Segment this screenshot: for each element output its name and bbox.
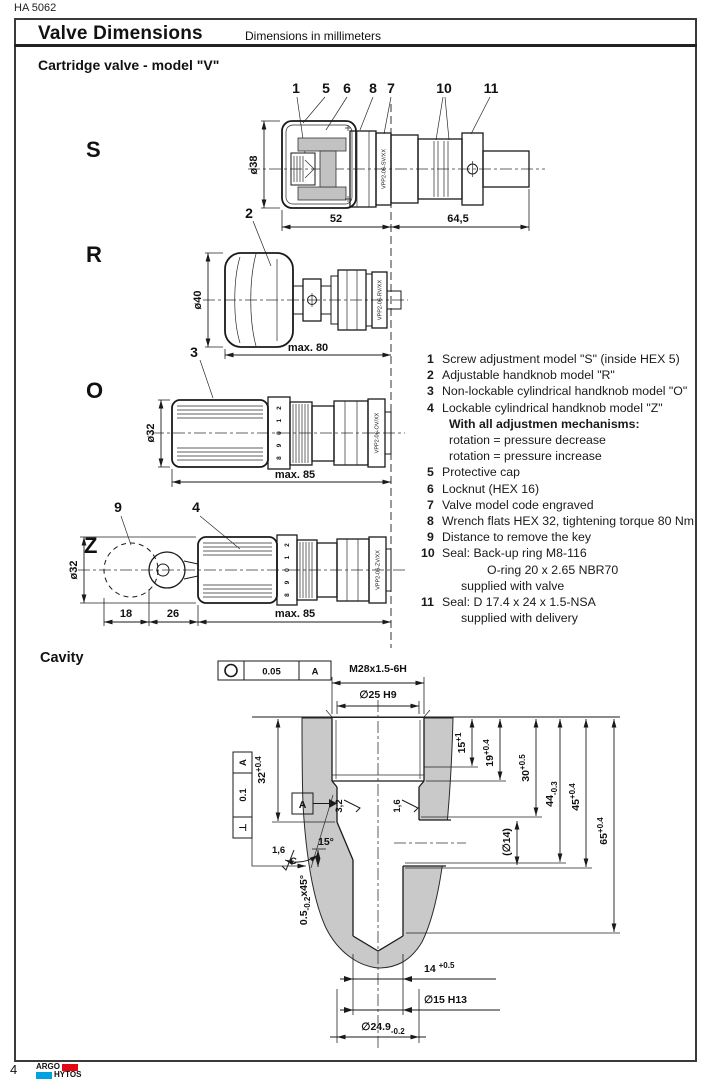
legend-row [420,497,698,513]
dim-angle: 15° [318,836,334,848]
callout-9: 9 [114,499,122,515]
svg-text:0.1: 0.1 [238,788,249,802]
engraving-z: VPP2-06-ZV/XX [375,550,382,590]
title-rule [14,44,697,47]
svg-text:max. 80: max. 80 [287,342,329,354]
svg-text:52: 52 [329,213,343,225]
view-s-label: S [86,137,101,162]
legend-number: 1 [427,352,434,366]
dim-45: $45^{+0.4}$ [568,783,582,811]
scale-digit: 1 [284,555,291,560]
callout-6: 6 [343,80,351,96]
fcf-tolerance: 0.05 [262,666,281,678]
scale-digit: 1 [276,418,283,423]
legend-row: rotation = pressure decrease [449,433,606,448]
bore-label: ∅25 H9 [359,689,397,701]
scale-digit: 8 [284,593,291,597]
engraving-s: VPP2-06-SV/XX [381,148,388,190]
dim-249: $\emptyset 24.9_{-0.2}$ [361,1021,405,1036]
svg-text:64,5: 64,5 [447,213,469,225]
callout-5: 5 [322,80,330,96]
callout-1: 1 [292,80,300,96]
legend-row [420,545,698,561]
scale-digit: 9 [276,443,283,448]
logo-argo-text: ARGO [36,1062,60,1071]
logo-hytos-text: HYTOS [54,1070,82,1079]
view-o-label: O [86,378,104,403]
legend-text: Lockable cylindrical handknob model "Z" [442,400,663,415]
legend-row [420,464,698,480]
legend-number: 6 [427,481,434,496]
legend-row: supplied with valve [461,578,565,593]
legend-row: supplied with delivery [461,611,578,626]
view-r-label: R [86,242,102,267]
callout-8: 8 [369,80,377,96]
legend-text: Locknut (HEX 16) [442,481,540,496]
legend-number: 5 [427,465,434,480]
legend-row: O-ring 20 x 2.65 NBR70 [487,562,619,577]
svg-text:ø32: ø32 [145,423,157,443]
scale-digit: 0 [284,568,291,572]
legend-number: 8 [427,514,434,529]
svg-text:max. 85: max. 85 [274,469,316,481]
dim-15: $15^{+1}$ [454,732,468,754]
legend-number: 10 [421,546,435,561]
legend-text: Wrench flats HEX 32, tightening torque 80 Nm [442,514,694,529]
scale-digit: 8 [276,456,283,460]
page-title: Valve Dimensions [38,23,203,44]
footer-page-number: 4 [10,1062,18,1077]
svg-text:C: C [290,856,297,867]
callout-2: 2 [245,205,253,221]
scale-digit: 9 [284,580,291,585]
legend-number: 4 [427,400,434,415]
legend-text: Protective cap [442,465,520,480]
doc-code: HA 5062 [14,2,57,14]
legend-row: rotation = pressure increase [449,449,602,464]
legend-row [420,351,698,367]
legend-list [420,351,698,626]
callout-7: 7 [387,80,395,96]
legend-row [420,513,698,529]
svg-text:ø32: ø32 [68,560,80,580]
dim-65: $65^{+0.4}$ [596,817,610,845]
dim-44: $44_{-0.3}$ [544,781,559,807]
dim-30: $30^{+0.5}$ [518,754,532,782]
legend-text: Adjustable handknob model "R" [442,368,615,383]
engraving-o: VPP2-06-OV/XX [374,412,381,454]
legend-row [420,529,698,545]
dim-32: $32^{+0.4}$ [254,756,268,784]
legend-row [420,367,698,383]
callout-4: 4 [192,499,200,515]
scale-digit: 2 [276,406,283,410]
perpendicularity-icon: ⊥ [238,823,249,832]
section-title-cartridge: Cartridge valve - model "V" [38,57,220,73]
svg-text:A: A [238,759,249,766]
dim-14-paren: (∅14) [501,828,513,856]
svg-text:A: A [298,799,307,811]
svg-text:ø38: ø38 [248,155,260,175]
legend-text: Seal: D 17.4 x 24 x 1.5-NSA [442,595,596,610]
engraving-r: VPP2-06-RV/XX [377,279,384,321]
legend-text: Distance to remove the key [442,530,591,545]
section-title-cavity: Cavity [40,650,84,666]
legend-row [420,383,698,399]
svg-text:1,6: 1,6 [392,799,403,813]
dim-19: $19^{+0.4}$ [482,739,496,767]
fcf-datum: A [311,666,319,678]
svg-text:1,6: 1,6 [272,845,286,856]
legend-text: Non-lockable cylindrical handknob model "O" [442,384,688,399]
legend-number: 9 [427,530,434,545]
dim-14: 14 $^{+0.5}$ [424,961,455,975]
callout-10: 10 [436,80,452,96]
legend-row: With all adjustmen mechanisms: [449,416,640,431]
legend-number: 11 [421,595,434,610]
svg-text:max. 85: max. 85 [274,608,316,620]
legend-number: 7 [427,497,434,512]
page-subtitle: Dimensions in millimeters [245,29,382,43]
legend-row [420,400,698,416]
legend-text: Valve model code engraved [442,497,594,512]
thread-label: M28x1.5-6H [349,663,407,675]
svg-text:3,2: 3,2 [334,799,345,813]
logo-cyan-block [36,1072,52,1079]
callout-3: 3 [190,344,198,360]
scale-digit: 0 [276,431,283,435]
legend-number: 2 [427,368,434,383]
svg-text:18: 18 [119,608,133,620]
argo-hytos-logo [36,1063,86,1080]
svg-text:26: 26 [166,608,180,620]
legend-text: Screw adjustment model "S" (inside HEX 5) [442,352,680,366]
dim-15h13: ∅15 H13 [424,994,468,1006]
legend-row [420,481,698,497]
dim-chamfer: $0.5_{-0.2}x45^\circ$ [298,874,312,926]
callout-11: 11 [483,80,499,96]
view-z-label: Z [84,533,98,558]
svg-text:ø40: ø40 [192,290,204,310]
scale-digit: 2 [284,543,291,547]
legend-number: 3 [427,384,434,399]
legend-text: Seal: Back-up ring M8-116 [442,546,587,561]
legend-row [420,594,698,610]
